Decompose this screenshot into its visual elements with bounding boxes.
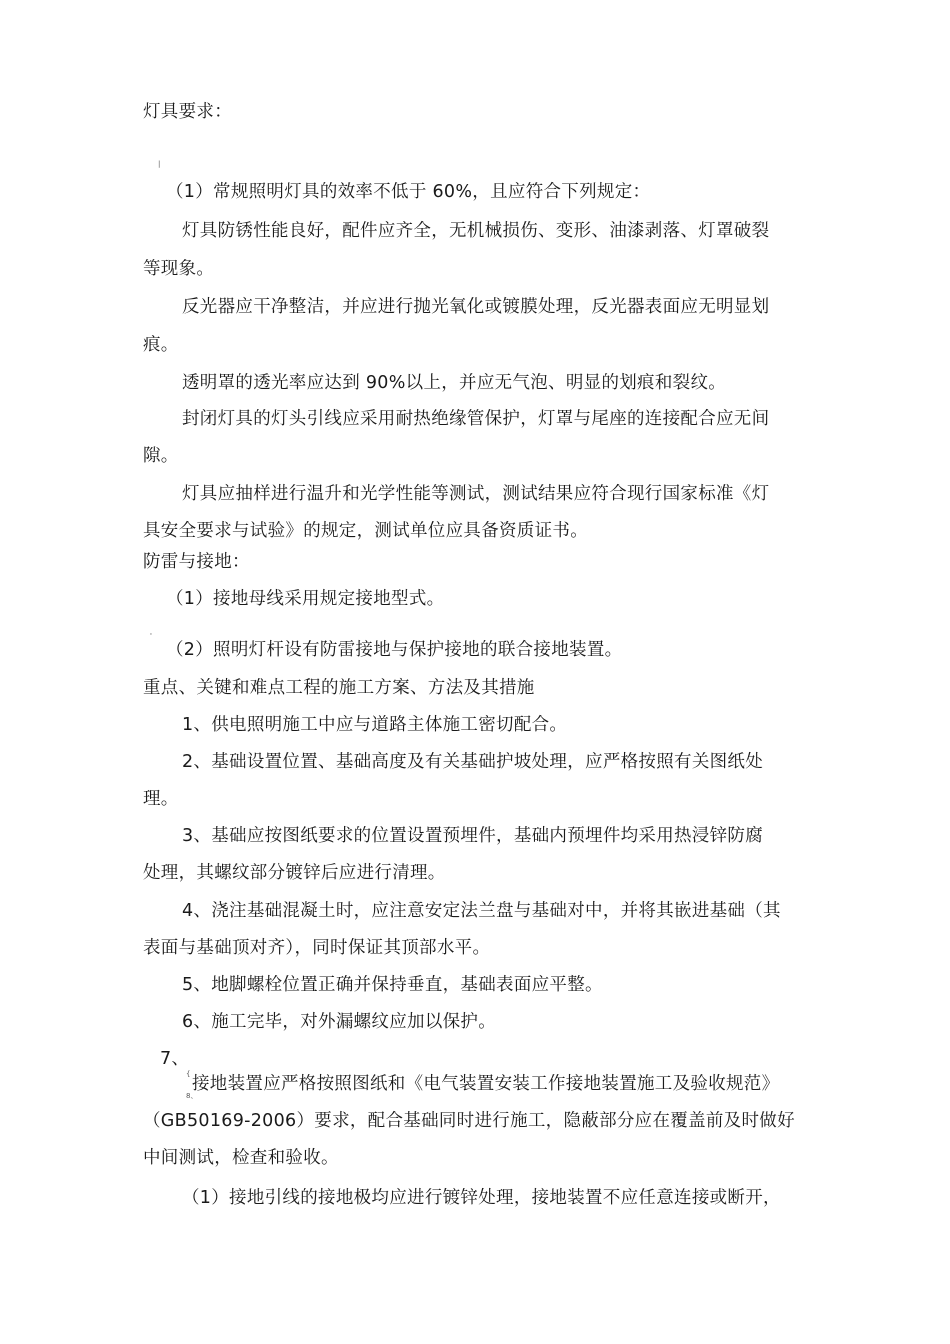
paragraph: 灯具应抽样进行温升和光学性能等测试，测试结果应符合现行国家标准《灯 bbox=[182, 484, 770, 504]
paragraph: （1）接地母线采用规定接地型式。 bbox=[166, 589, 445, 609]
paragraph: （1）常规照明灯具的效率不低于 60%，且应符合下列规定： bbox=[166, 182, 651, 202]
list-item: 表面与基础顶对齐），同时保证其顶部水平。 bbox=[143, 938, 491, 958]
paragraph: 等现象。 bbox=[143, 259, 215, 279]
heading-lightning-grounding: 防雷与接地： bbox=[143, 552, 250, 572]
heading-key-works: 重点、关键和难点工程的施工方案、方法及其措施 bbox=[143, 678, 535, 698]
list-item: 5、地脚螺栓位置正确并保持垂直，基础表面应平整。 bbox=[182, 975, 603, 995]
list-item: 1、供电照明施工中应与道路主体施工密切配合。 bbox=[182, 715, 568, 735]
paragraph: 灯具防锈性能良好，配件应齐全，无机械损伤、变形、油漆剥落、灯罩破裂 bbox=[182, 221, 770, 241]
list-item: 中间测试，检查和验收。 bbox=[143, 1148, 339, 1168]
paragraph: 痕。 bbox=[143, 335, 179, 355]
paragraph: 透明罩的透光率应达到 90%以上，并应无气泡、明显的划痕和裂纹。 bbox=[182, 373, 727, 393]
list-item: 理。 bbox=[143, 789, 179, 809]
list-item: 4、浇注基础混凝土时，应注意安定法兰盘与基础对中，并将其嵌进基础（其 bbox=[182, 901, 781, 921]
list-item: 3、基础应按图纸要求的位置设置预埋件，基础内预埋件均采用热浸锌防腐 bbox=[182, 826, 764, 846]
heading-lamp-requirements: 灯具要求： bbox=[143, 102, 232, 122]
margin-mark: ' bbox=[150, 632, 152, 640]
list-item-number: 7、 bbox=[160, 1049, 190, 1069]
list-item: 接地装置应严格按照图纸和《电气装置安装工作接地装置施工及验收规范》 bbox=[192, 1074, 780, 1094]
list-item: （GB50169-2006）要求，配合基础同时进行施工，隐蔽部分应在覆盖前及时做好 bbox=[143, 1111, 795, 1131]
paragraph: （2）照明灯杆设有防雷接地与保护接地的联合接地装置。 bbox=[166, 640, 623, 660]
paragraph: 反光器应干净整洁，并应进行抛光氧化或镀膜处理，反光器表面应无明显划 bbox=[182, 297, 770, 317]
list-item: 2、基础设置位置、基础高度及有关基础护坡处理，应严格按照有关图纸处 bbox=[182, 752, 764, 772]
paragraph: 隙。 bbox=[143, 446, 179, 466]
paragraph: 具安全要求与试验》的规定，测试单位应具备资质证书。 bbox=[143, 521, 588, 541]
margin-mark: { bbox=[186, 1070, 191, 1078]
margin-mark: 8、 bbox=[186, 1092, 198, 1100]
paragraph: 封闭灯具的灯头引线应采用耐热绝缘管保护，灯罩与尾座的连接配合应无间 bbox=[182, 409, 770, 429]
margin-mark: | bbox=[158, 160, 161, 168]
list-item: 处理，其螺纹部分镀锌后应进行清理。 bbox=[143, 863, 446, 883]
list-item: 6、施工完毕，对外漏螺纹应加以保护。 bbox=[182, 1012, 497, 1032]
paragraph: （1）接地引线的接地极均应进行镀锌处理，接地装置不应任意连接或断开， bbox=[182, 1188, 781, 1208]
